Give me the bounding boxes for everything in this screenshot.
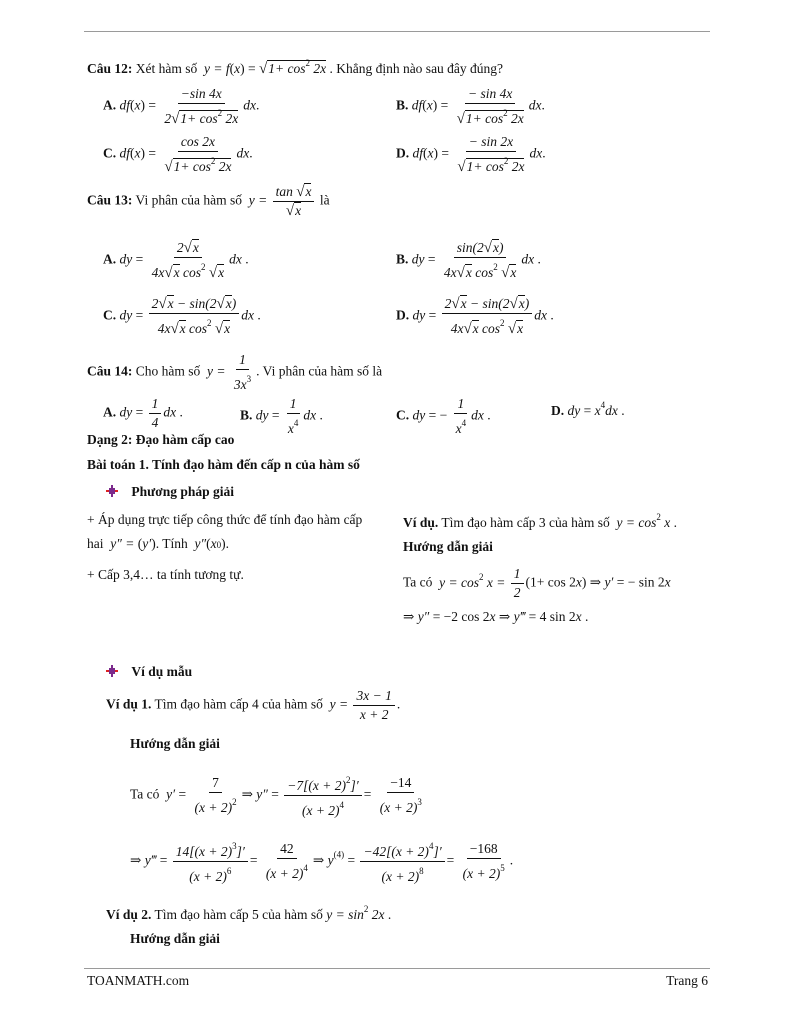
example-inline-step2: ⇒ y″ = −2 cos 2x ⇒ y‴ = 4 sin 2x . [403,609,589,624]
footer-site[interactable]: TOANMATH.com [87,973,190,988]
example-inline-step1: Ta có $y = \cos^2 x$ = $\frac{1}{2}$ (1+ cos 2x) ⇒ y′ = − sin 2x [403,566,671,600]
question-12-function: y = f [200,61,230,76]
question-12-label: Câu 12: [87,61,133,76]
example-inline-guide: Hướng dẫn giải [403,539,493,554]
q13-option-b[interactable]: B. dy = $\frac{\sin(2√x)}{4x√x \cos^2 √x}$ dx . [396,240,541,281]
header-rule [84,31,710,32]
q14-option-b[interactable]: B. dy = $\frac{1}{x^4}$ dx . [240,396,323,436]
pin-icon [106,485,118,497]
question-12-tail: . Khẳng định nào sau đây đúng? [329,61,504,76]
q12-option-c[interactable]: C. df(x) = $\frac{\cos 2x}{√1+ \cos^2 2x}$ dx. [103,134,253,175]
q13-option-c[interactable]: C. dy = $\frac{2√x - \sin(2√x)}{4x√x \cos^2 √x}$ dx . [103,296,261,337]
footer-rule [84,968,710,969]
example-1-guide: Hướng dẫn giải [130,736,220,751]
footer-page-number: Trang 6 [666,973,708,988]
example-inline: Ví dụ. Tìm đạo hàm cấp 3 của hàm số $y = \cos^2 x$ . [403,512,677,530]
q12-option-d[interactable]: D. df(x) = $\frac{- \sin 2x}{√1+ \cos^2 2x}$ dx. [396,134,546,175]
pin-icon [106,665,118,677]
section-title-dang2: Dạng 2: Đạo hàm cấp cao [87,432,235,447]
example-1-step1: Ta có y′ = $\frac{7}{(x + 2)^2}$ ⇒ y″ = $\frac{-7[(x + 2)^2]'}{(x + 2)^4}$ = $\frac{-14}{(x + 2)^3}$ [130,772,427,819]
example-2-guide: Hướng dẫn giải [130,931,220,946]
method-line-2: + Cấp 3,4… ta tính tương tự. [87,567,244,582]
q12-option-b[interactable]: B. df(x) = $\frac{- \sin 4x}{√1+ \cos^2 2x}$ dx. [396,86,545,127]
method-line-1a: + Áp dụng trực tiếp công thức để tính đạo hàm cấp [87,512,363,527]
question-12-text: Xét hàm số [135,61,198,76]
method-heading: Phương pháp giải [106,484,234,500]
method-line-1b: hai y″ = (y′). Tính y″(x0). [87,536,229,551]
examples-heading: Ví dụ mẫu [106,664,192,680]
q14-option-d[interactable]: D. dy = $x^4dx$ . [551,400,625,418]
q13-option-d[interactable]: D. dy = $\frac{2√x - \sin(2√x)}{4x√x \cos^2 √x}$ dx . [396,296,554,337]
question-14: Câu 14: Cho hàm số y = $\frac{1}{3x^3}$ . Vi phân của hàm số là [87,352,383,392]
example-1-step2: ⇒ y‴ = $\frac{14[(x + 2)^3]'}{(x + 2)^6}$ = $\frac{42}{(x + 2)^4}$ ⇒ $y^{(4)}$ = $\frac{-42[(x + 2)^4]'}{(x + 2)^8}$ = $\frac{-168}{(x + 2)^5}$ . [130,838,513,885]
q14-option-a[interactable]: A. dy = $\frac{1}{4}$ dx . [103,396,183,430]
q14-option-c[interactable]: C. dy = − $\frac{1}{x^4}$ dx . [396,396,491,436]
q13-option-a[interactable]: A. dy = $\frac{2√x}{4x√x \cos^2 √x}$ dx . [103,240,249,281]
problem-title-bt1: Bài toán 1. Tính đạo hàm đến cấp n của hàm số [87,457,360,472]
question-13: Câu 13: Vi phân của hàm số y = $\frac{\tan √x}{√x}$ là [87,184,330,219]
example-1: Ví dụ 1. Tìm đạo hàm cấp 4 của hàm số y = $\frac{3x - 1}{x + 2}$ . [106,688,401,722]
example-2: Ví dụ 2. Tìm đạo hàm cấp 5 của hàm số $y = \sin^2 2x$ . [106,904,392,922]
question-12: Câu 12: Xét hàm số $y = f(x) = √1+ \cos^2 2x$ . Khẳng định nào sau đây đúng? [87,58,504,77]
q12-option-a[interactable]: A. df(x) = $\frac{-\sin 4x}{2√1+ \cos^2 2x}$ dx. [103,86,260,127]
